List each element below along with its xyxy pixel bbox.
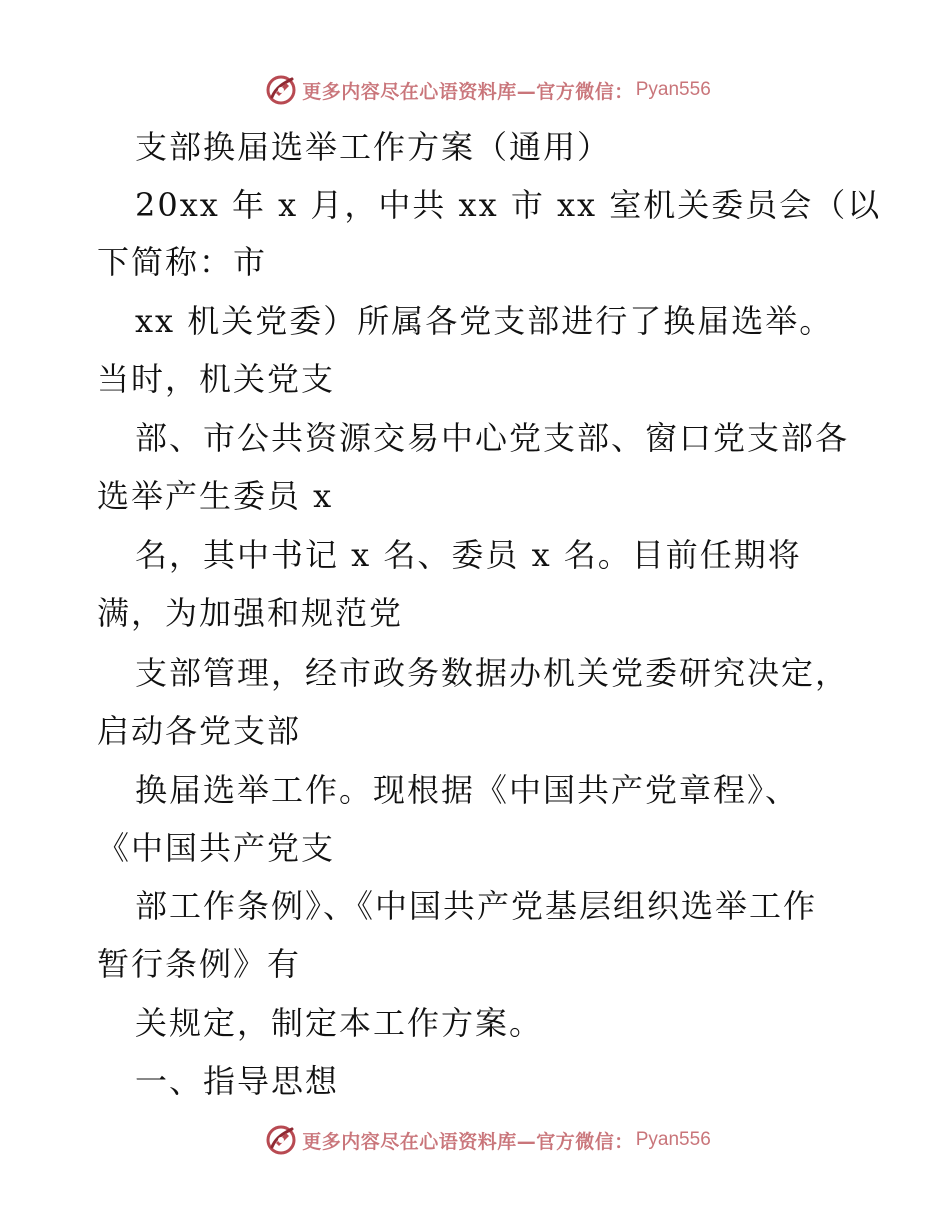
paragraph-line: xx 机关党委）所属各党支部进行了换届选举。 — [135, 302, 834, 340]
section-heading: 一、指导思想 — [135, 1062, 340, 1100]
paragraph-line: 当时，机关党支 — [97, 360, 336, 398]
pen-swirl-logo-icon — [264, 1123, 298, 1157]
footer-watermark-text: 更多内容尽在心语资料库—官方微信： — [302, 1130, 634, 1153]
paragraph-line: 满，为加强和规范党 — [97, 594, 404, 632]
paragraph-line: 下简称：市 — [97, 243, 268, 281]
paragraph-line: 换届选举工作。现根据《中国共产党章程》、 — [135, 771, 800, 809]
document-title: 支部换届选举工作方案（通用） — [135, 128, 612, 166]
paragraph-line: 部工作条例》、《中国共产党基层组织选举工作 — [135, 887, 818, 925]
header-watermark-text: 更多内容尽在心语资料库—官方微信： — [302, 80, 634, 103]
footer-watermark-code: Pyan556 — [635, 1129, 711, 1150]
paragraph-line: 启动各党支部 — [97, 712, 302, 750]
footer-watermark-banner — [0, 1120, 950, 1160]
paragraph-line: 选举产生委员 x — [97, 477, 334, 515]
footer-watermark-inner — [264, 1123, 711, 1157]
paragraph-line: 关规定，制定本工作方案。 — [135, 1004, 544, 1042]
paragraph-line: 名，其中书记 x 名、委员 x 名。目前任期将 — [135, 536, 802, 574]
paragraph-line: 20xx 年 x 月，中共 xx 市 xx 室机关委员会（以 — [135, 186, 882, 224]
paragraph-line: 暂行条例》有 — [97, 945, 302, 983]
paragraph-line: 《中国共产党支 — [97, 829, 336, 867]
header-watermark-code: Pyan556 — [635, 79, 711, 100]
paragraph-line: 部、市公共资源交易中心党支部、窗口党支部各 — [135, 419, 850, 457]
paragraph-line: 支部管理，经市政务数据办机关党委研究决定， — [135, 654, 850, 692]
